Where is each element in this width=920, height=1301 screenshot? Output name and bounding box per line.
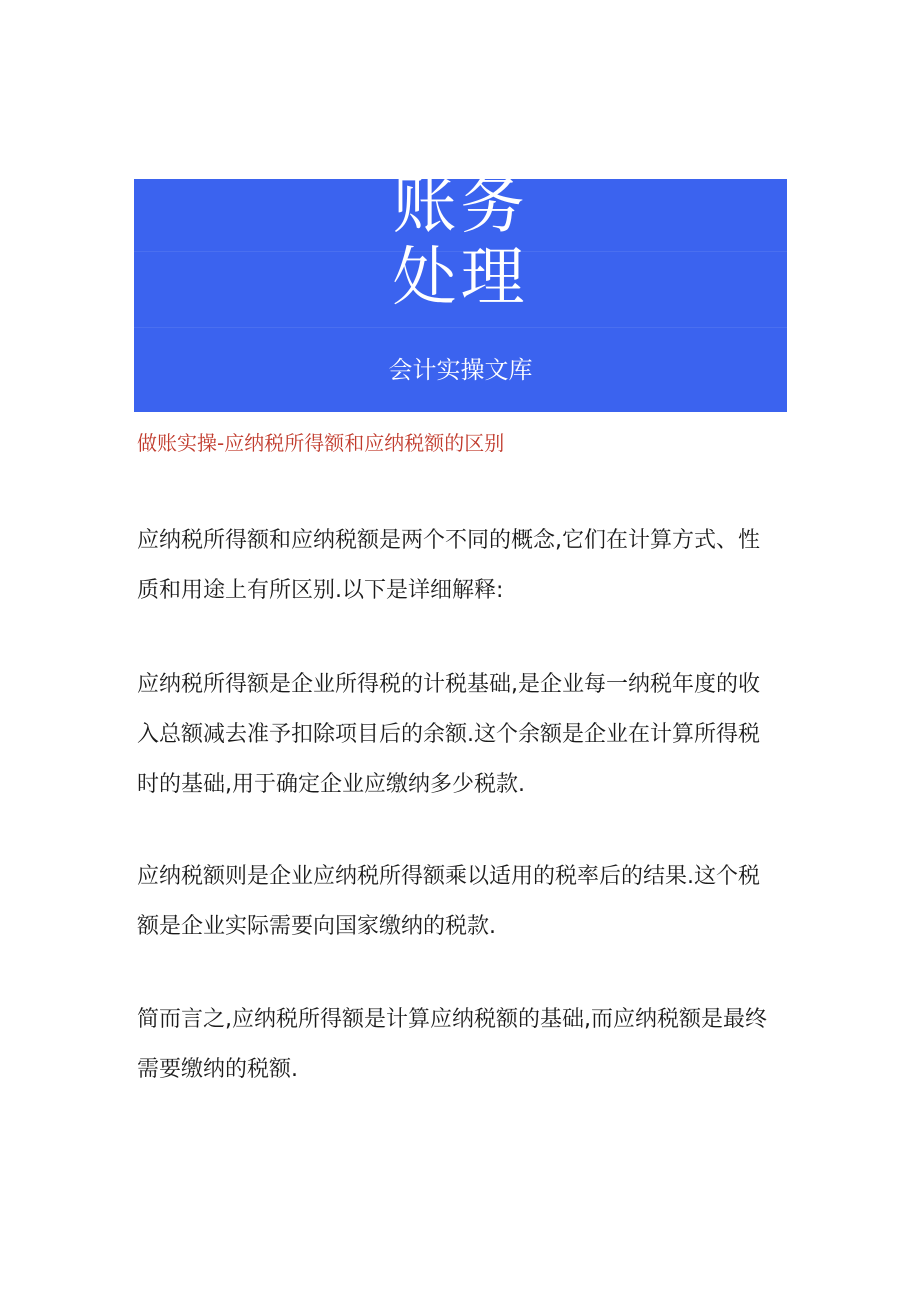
banner-subtitle: 会计实操文库 — [388, 356, 533, 384]
paragraph-tax-payable: 应纳税额则是企业应纳税所得额乘以适用的税率后的结果.这个税额是企业实际需要向国家缴纳的税款. — [137, 864, 760, 939]
article-title: 做账实操-应纳税所得额和应纳税额的区别 — [137, 431, 505, 455]
paragraph-summary: 简而言之,应纳税所得额是计算应纳税额的基础,而应纳税额是最终需要缴纳的税额. — [137, 1007, 767, 1082]
banner-title-line-1: 账务 — [392, 169, 529, 243]
paragraph-intro: 应纳税所得额和应纳税额是两个不同的概念,它们在计算方式、性质和用途上有所区别.以下是详细解释: — [137, 528, 760, 603]
cover-banner — [134, 169, 787, 412]
paragraph-taxable-income: 应纳税所得额是企业所得税的计税基础,是企业每一纳税年度的收入总额减去准予扣除项目后的余额.这个余额是企业在计算所得税时的基础,用于确定企业应缴纳多少税款. — [137, 672, 760, 797]
banner-divider — [134, 327, 787, 328]
banner-title-line-2: 处理 — [392, 241, 529, 315]
